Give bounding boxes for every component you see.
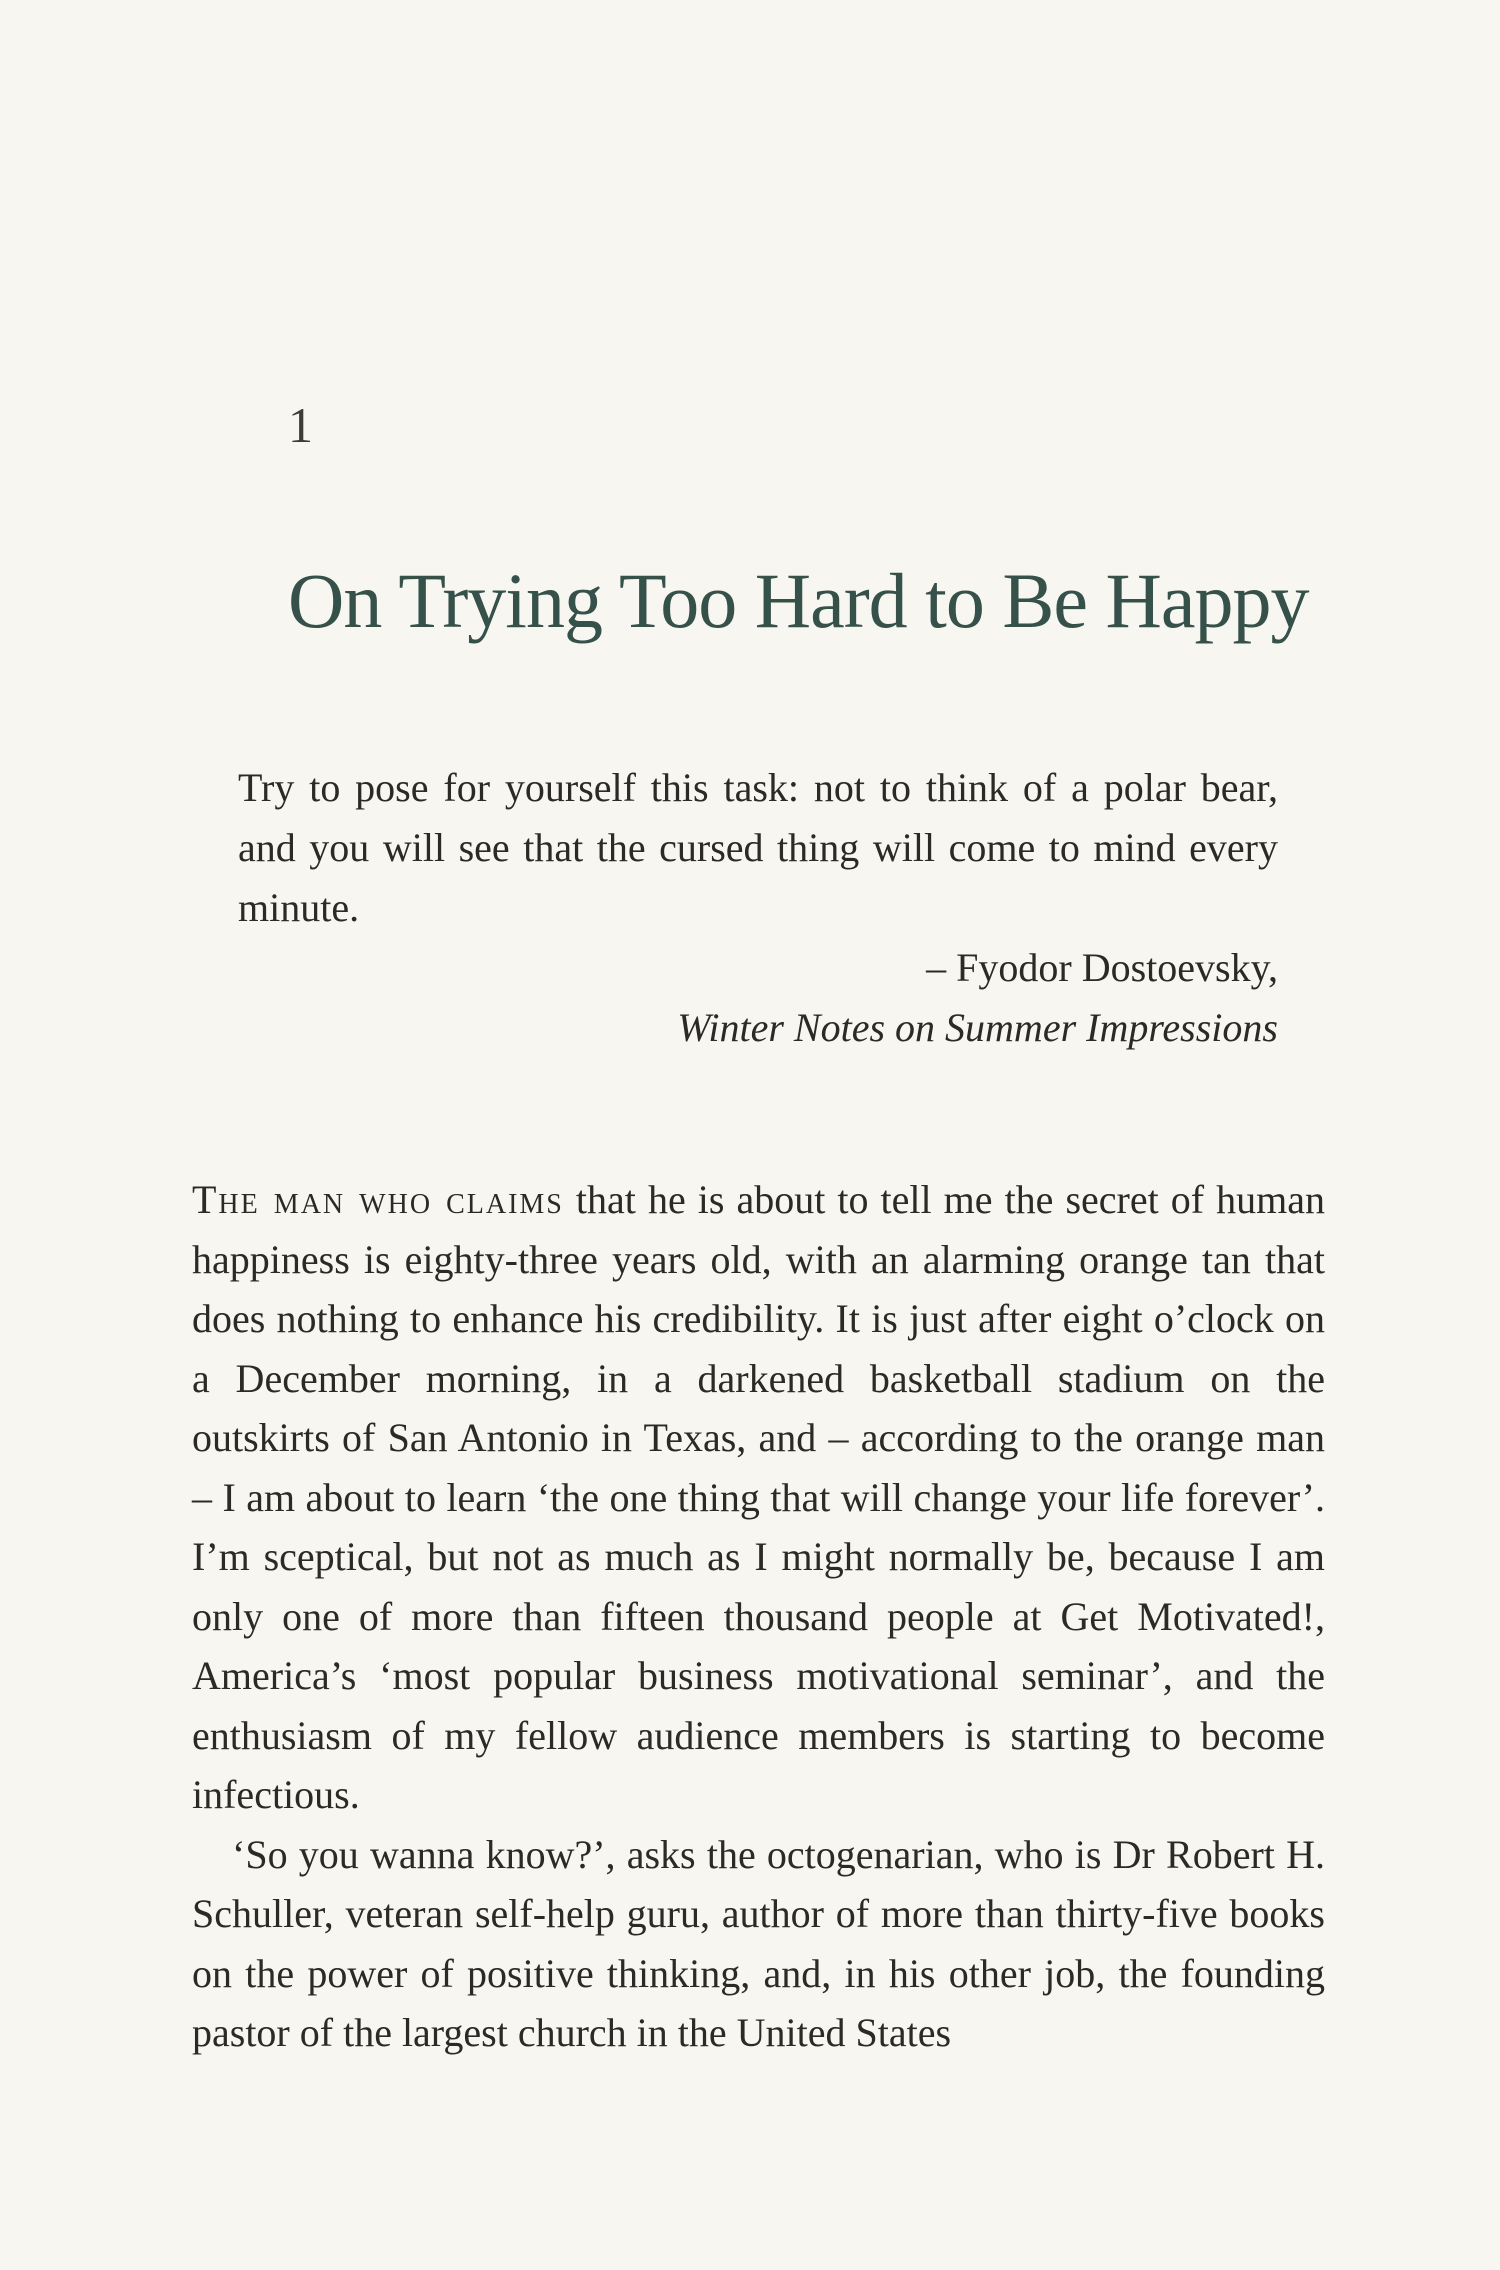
paragraph-1-text: that he is about to tell me the secret of human happiness is eighty-three years old, with an alarming orange tan that does nothing to enhance his credibility. It is just after eight o’clock on a December morning, in a darkened basketball stadium on the outskirts of San Antonio in Texas, and – according to the orange man – I am about to learn ‘the one thing that will change your life forever’. I’m sceptical, but not as much as I might normally be, because I am only one of more than fifteen thousand people at Get Motivated!, America’s ‘most popular business motivational seminar’, and the enthusiasm of my fellow audience members is starting to become infectious. bbox=[192, 1177, 1326, 1817]
epigraph bbox=[238, 758, 1278, 1058]
epigraph-source: Winter Notes on Summer Impressions bbox=[677, 1005, 1278, 1050]
body-paragraph-2: ‘So you wanna know?’, asks the octogenarian, who is Dr Robert H. Schuller, veteran self-help guru, author of more than thirty-five books on the power of positive thinking, and, in his other job, the founding pastor of the largest church in the United States bbox=[192, 1831, 1325, 2055]
epigraph-quote: Try to pose for yourself this task: not to think of a polar bear, and you will see that the cursed thing will come to mind every minute. bbox=[238, 765, 1278, 930]
opening-smallcaps: The man who claims bbox=[192, 1177, 564, 1222]
chapter-title: On Trying Too Hard to Be Happy bbox=[288, 557, 1309, 644]
epigraph-attribution: – Fyodor Dostoevsky, bbox=[926, 945, 1278, 990]
body-paragraph-1 bbox=[192, 1170, 1325, 1825]
chapter-number: 1 bbox=[288, 397, 313, 453]
chapter-body bbox=[192, 1170, 1325, 2063]
